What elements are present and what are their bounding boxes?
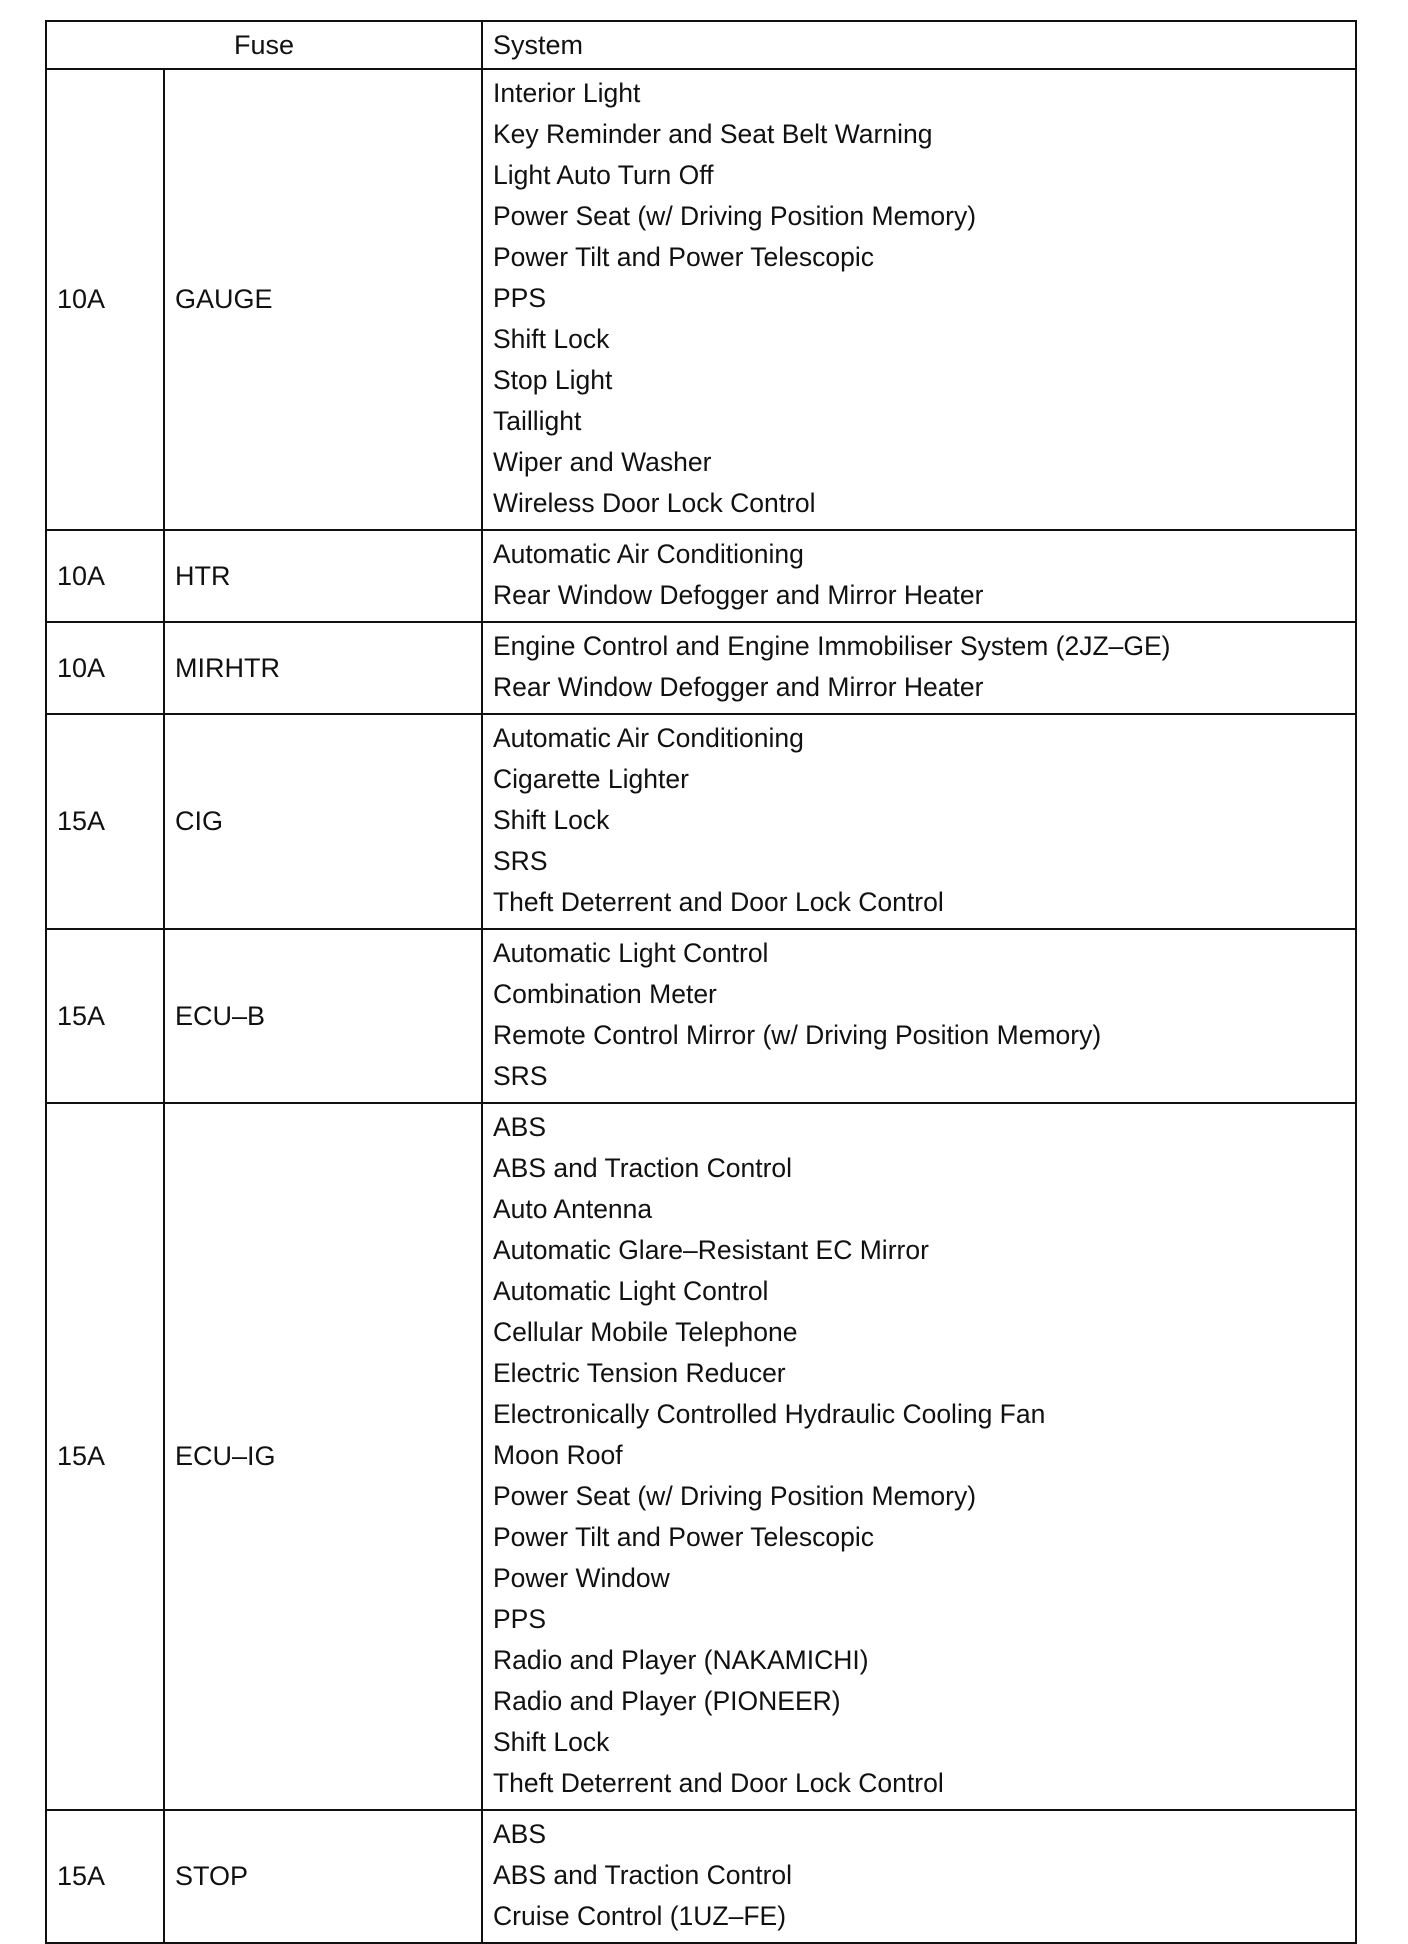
- system-item: Shift Lock: [493, 324, 610, 354]
- system-list: [482, 714, 1356, 929]
- system-list: [482, 69, 1356, 530]
- fuse-name: MIRHTR: [164, 622, 482, 714]
- system-list: [482, 929, 1356, 1103]
- fuse-name: HTR: [164, 530, 482, 622]
- system-item: Wireless Door Lock Control: [493, 488, 816, 518]
- system-item: ABS: [493, 1819, 547, 1849]
- system-item: Moon Roof: [493, 1440, 623, 1470]
- system-list: [482, 1103, 1356, 1810]
- table-row: [46, 69, 1356, 530]
- fuse-name: CIG: [164, 714, 482, 929]
- fuse-name: STOP: [164, 1810, 482, 1943]
- system-item: Electric Tension Reducer: [493, 1358, 786, 1388]
- system-item: ABS: [493, 1112, 547, 1142]
- system-item: Taillight: [493, 406, 582, 436]
- system-item: Rear Window Defogger and Mirror Heater: [493, 580, 984, 610]
- system-item: Engine Control and Engine Immobiliser System (2JZ–GE): [493, 631, 1171, 661]
- system-item: Stop Light: [493, 365, 613, 395]
- system-item: Auto Antenna: [493, 1194, 653, 1224]
- fuse-amperage: 15A: [46, 714, 164, 929]
- table-header: [46, 21, 1356, 69]
- table-row: [46, 1810, 1356, 1943]
- system-item: Shift Lock: [493, 805, 610, 835]
- fuse-name: ECU–IG: [164, 1103, 482, 1810]
- system-item: Interior Light: [493, 78, 641, 108]
- fuse-name: GAUGE: [164, 69, 482, 530]
- table-row: [46, 1103, 1356, 1810]
- system-item: Radio and Player (NAKAMICHI): [493, 1645, 869, 1675]
- system-column-header: System: [482, 21, 1356, 69]
- table-body: [46, 69, 1356, 1943]
- system-item: ABS and Traction Control: [493, 1153, 793, 1183]
- system-item: Theft Deterrent and Door Lock Control: [493, 1768, 944, 1798]
- system-item: Shift Lock: [493, 1727, 610, 1757]
- system-item: Light Auto Turn Off: [493, 160, 714, 190]
- system-list: [482, 1810, 1356, 1943]
- system-item: SRS: [493, 1061, 548, 1091]
- table-row: [46, 714, 1356, 929]
- system-item: Automatic Light Control: [493, 938, 769, 968]
- system-item: Combination Meter: [493, 979, 717, 1009]
- fuse-column-header: Fuse: [46, 21, 482, 69]
- fuse-amperage: 10A: [46, 530, 164, 622]
- system-item: Automatic Glare–Resistant EC Mirror: [493, 1235, 929, 1265]
- system-item: Power Tilt and Power Telescopic: [493, 242, 875, 272]
- fuse-name: ECU–B: [164, 929, 482, 1103]
- system-item: Theft Deterrent and Door Lock Control: [493, 887, 944, 917]
- system-item: Cigarette Lighter: [493, 764, 689, 794]
- table-row: [46, 622, 1356, 714]
- system-item: Wiper and Washer: [493, 447, 712, 477]
- system-item: Cellular Mobile Telephone: [493, 1317, 798, 1347]
- fuse-system-table: [45, 20, 1357, 1944]
- system-list: [482, 530, 1356, 622]
- system-item: ABS and Traction Control: [493, 1860, 793, 1890]
- system-list: [482, 622, 1356, 714]
- table-row: [46, 530, 1356, 622]
- fuse-amperage: 15A: [46, 929, 164, 1103]
- system-item: Automatic Air Conditioning: [493, 723, 804, 753]
- system-item: Electronically Controlled Hydraulic Cooling Fan: [493, 1399, 1046, 1429]
- system-item: Power Window: [493, 1563, 670, 1593]
- fuse-amperage: 10A: [46, 622, 164, 714]
- header-row: [46, 21, 1356, 69]
- system-item: Power Seat (w/ Driving Position Memory): [493, 201, 977, 231]
- system-item: Key Reminder and Seat Belt Warning: [493, 119, 933, 149]
- system-item: SRS: [493, 846, 548, 876]
- fuse-amperage: 15A: [46, 1810, 164, 1943]
- fuse-amperage: 15A: [46, 1103, 164, 1810]
- system-item: Radio and Player (PIONEER): [493, 1686, 841, 1716]
- table-row: [46, 929, 1356, 1103]
- fuse-amperage: 10A: [46, 69, 164, 530]
- system-item: Cruise Control (1UZ–FE): [493, 1901, 787, 1931]
- system-item: Automatic Air Conditioning: [493, 539, 804, 569]
- system-item: Power Tilt and Power Telescopic: [493, 1522, 875, 1552]
- system-item: Automatic Light Control: [493, 1276, 769, 1306]
- system-item: Rear Window Defogger and Mirror Heater: [493, 672, 984, 702]
- system-item: Remote Control Mirror (w/ Driving Position Memory): [493, 1020, 1102, 1050]
- system-item: Power Seat (w/ Driving Position Memory): [493, 1481, 977, 1511]
- system-item: PPS: [493, 1604, 547, 1634]
- system-item: PPS: [493, 283, 547, 313]
